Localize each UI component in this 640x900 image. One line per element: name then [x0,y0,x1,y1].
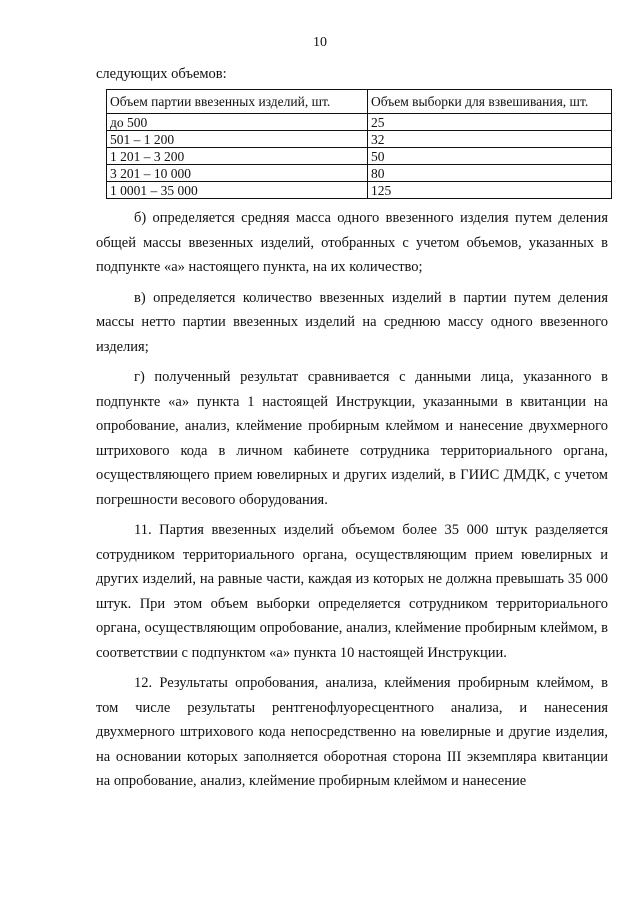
paragraph-v: в) определяется количество ввезенных изделий в партии путем деления массы нетто партии ввезенных изделий на среднюю массу одного ввезенного изделия; [96,289,608,355]
batch-volume-cell: 3 201 – 10 000 [107,165,368,182]
table-row [107,114,612,131]
intro-text: следующих объемов: [96,66,227,82]
paragraph-12: 12. Результаты опробования, анализа, клеймения пробирным клеймом, в том числе результаты рентгенофлуоресцентного анализа, и нанесения двухмерного штрихового кода непосредственно на ювелирные и другие изделия, на основании которых заполняется оборотная сторона III экземпляра квитанции на опробование, анализ, клеймение пробирным клеймом и нанесение [96,675,608,789]
sample-volume-cell: 25 [368,114,612,131]
batch-volume-cell: до 500 [107,114,368,131]
paragraph-11: 11. Партия ввезенных изделий объемом более 35 000 штук разделяется сотрудником территориального органа, осуществляющим прием ювелирных и других изделий, на равные части, каждая из которых не должна превышать 35 000 штук. При этом объем выборки определяется сотрудником территориального органа, осуществляющим опробование, анализ, клеймение пробирным клеймом, в соответствии с подпунктом «а» пункта 10 настоящей Инструкции. [96,522,608,661]
sample-volume-cell: 32 [368,131,612,148]
paragraph-g: г) полученный результат сравнивается с данными лица, указанного в подпункте «а» пункта 1 настоящей Инструкции, указанными в квитанции на опробование, анализ, клеймение пробирным клеймом и нанесение двухмерного штрихового кода в личном кабинете сотрудника территориального органа, осуществляющего прием ювелирных и других изделий, в ГИИС ДМДК, с учетом погрешности весового оборудования. [96,369,608,508]
sample-volume-cell: 50 [368,148,612,165]
column-header-batch-volume: Объем партии ввезенных изделий, шт. [107,90,368,114]
table-row [107,131,612,148]
batch-volume-cell: 501 – 1 200 [107,131,368,148]
sample-volume-table [106,89,612,199]
table-row [107,148,612,165]
page-number: 10 [313,35,327,50]
column-header-sample-volume: Объем выборки для взвешивания, шт. [368,90,612,114]
body-text [96,206,608,800]
table-row [107,182,612,199]
sample-volume-cell: 125 [368,182,612,199]
paragraph-b: б) определяется средняя масса одного ввезенного изделия путем деления общей массы ввезенных изделий, отобранных с учетом объемов, указанных в подпункте «а» настоящего пункта, на их количество; [96,210,608,275]
sample-volume-cell: 80 [368,165,612,182]
batch-volume-cell: 1 201 – 3 200 [107,148,368,165]
table-header-row [107,90,612,114]
table-row [107,165,612,182]
batch-volume-cell: 1 0001 – 35 000 [107,182,368,199]
